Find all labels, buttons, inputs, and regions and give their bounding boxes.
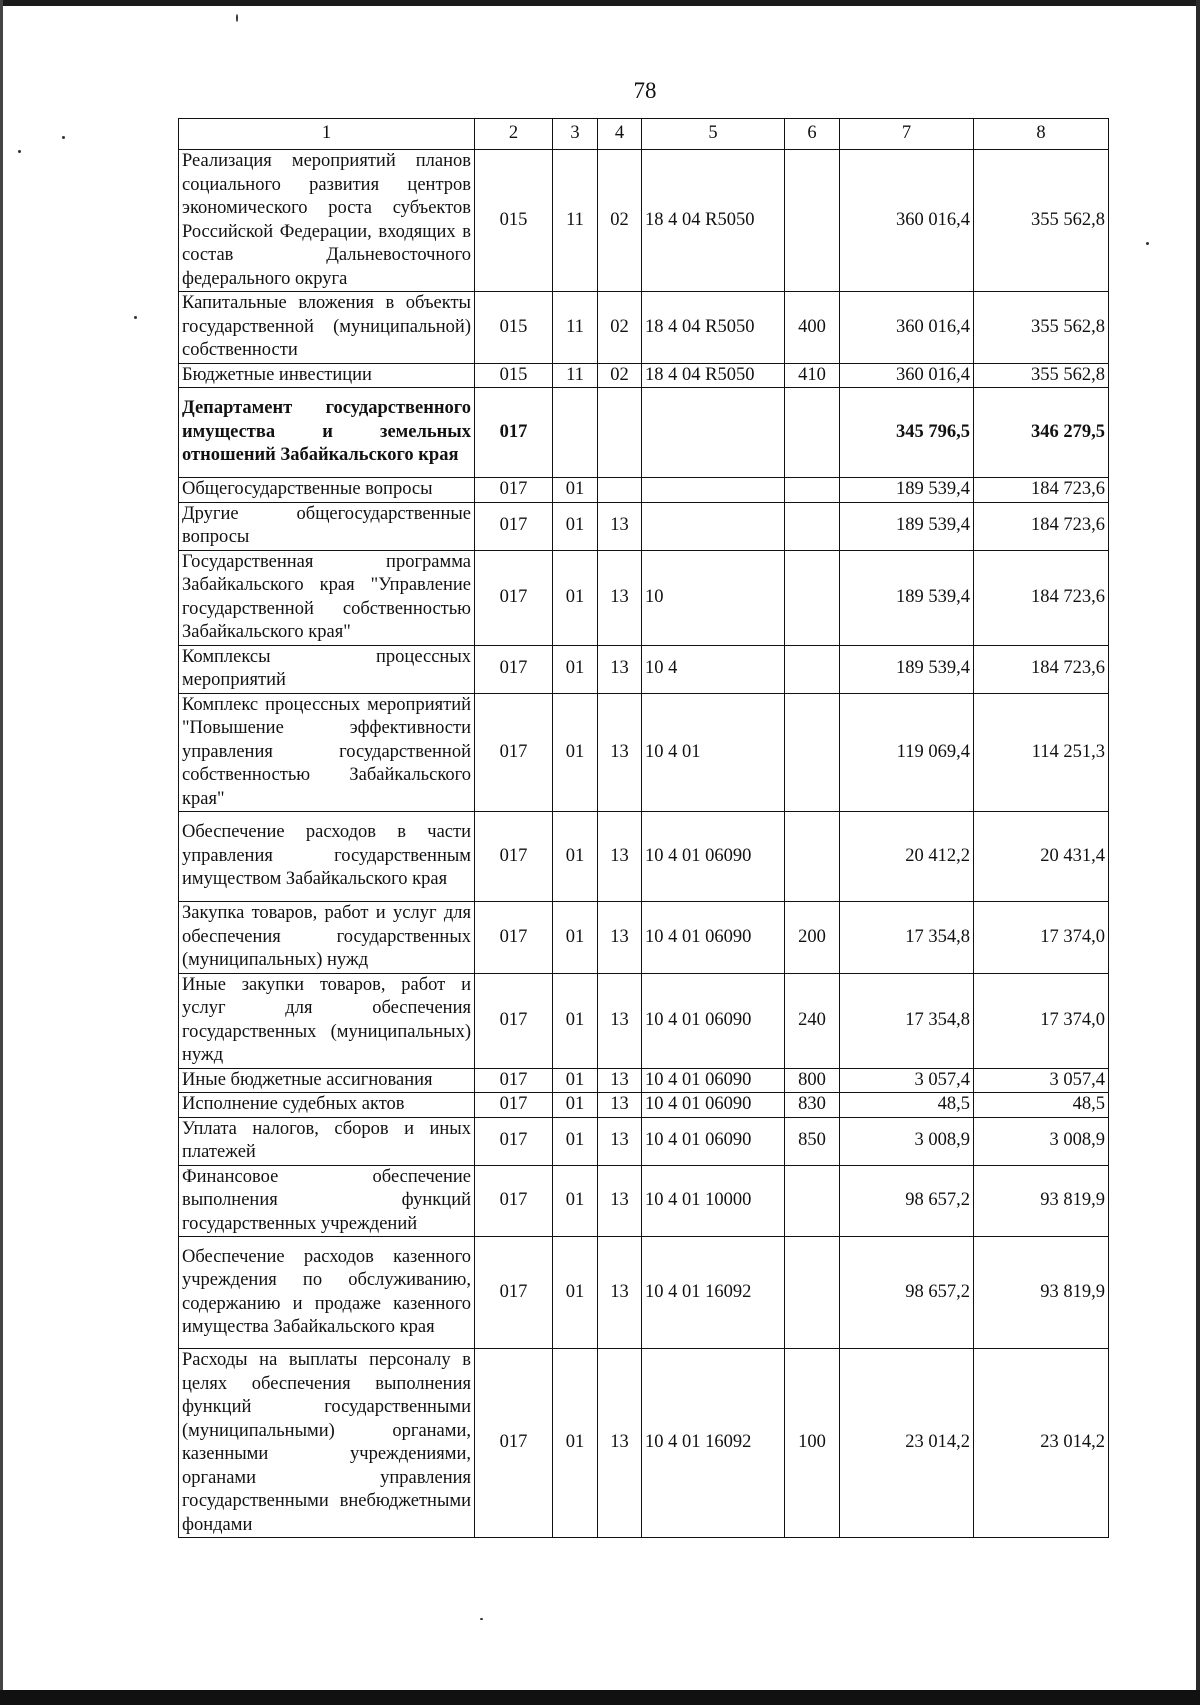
- subsection-code-cell: 02: [598, 292, 642, 364]
- section-code-cell: 01: [553, 478, 598, 503]
- subsection-code-cell: 13: [598, 693, 642, 812]
- row-name-cell: Обеспечение расходов в части управления государственным имуществом Забайкальского края: [179, 812, 475, 902]
- table-row: [179, 902, 1109, 974]
- subsection-code-cell: 13: [598, 1068, 642, 1093]
- amount-year1-cell: 98 657,2: [840, 1165, 974, 1237]
- row-name-cell: Обеспечение расходов казенного учреждения по обслуживанию, содержанию и продаже казенного имущества Забайкальского края: [179, 1237, 475, 1349]
- header-cell: 5: [642, 119, 785, 150]
- amount-year1-cell: 48,5: [840, 1093, 974, 1118]
- scan-edge-bottom: [0, 1690, 1200, 1705]
- subsection-code-cell: 13: [598, 550, 642, 645]
- amount-year1-cell: 345 796,5: [840, 388, 974, 478]
- subsection-code-cell: 13: [598, 1093, 642, 1118]
- expense-type-cell: 400: [785, 292, 840, 364]
- subsection-code-cell: 02: [598, 363, 642, 388]
- ministry-code-cell: 017: [475, 973, 553, 1068]
- table-row: [179, 150, 1109, 292]
- row-name-cell: Реализация мероприятий планов социального развития центров экономического роста субъектов Российской Федерации, входящих в состав Дальневосточного федерального округа: [179, 150, 475, 292]
- expense-type-cell: [785, 812, 840, 902]
- row-name-cell: Государственная программа Забайкальского края "Управление государственной собственностью Забайкальского края": [179, 550, 475, 645]
- amount-year2-cell: 184 723,6: [974, 478, 1109, 503]
- section-code-cell: 01: [553, 550, 598, 645]
- ministry-code-cell: 015: [475, 363, 553, 388]
- amount-year2-cell: 93 819,9: [974, 1237, 1109, 1349]
- section-code-cell: 01: [553, 693, 598, 812]
- scan-edge-top: [0, 0, 1200, 6]
- amount-year1-cell: 98 657,2: [840, 1237, 974, 1349]
- amount-year2-cell: 355 562,8: [974, 292, 1109, 364]
- ministry-code-cell: 017: [475, 1165, 553, 1237]
- expense-type-cell: [785, 502, 840, 550]
- amount-year1-cell: 3 057,4: [840, 1068, 974, 1093]
- target-article-cell: 10 4: [642, 645, 785, 693]
- section-code-cell: 11: [553, 292, 598, 364]
- target-article-cell: [642, 478, 785, 503]
- target-article-cell: 10 4 01 10000: [642, 1165, 785, 1237]
- header-cell: 3: [553, 119, 598, 150]
- ministry-code-cell: 017: [475, 1117, 553, 1165]
- expense-type-cell: 240: [785, 973, 840, 1068]
- scan-speck: [1146, 242, 1149, 245]
- section-code-cell: 01: [553, 645, 598, 693]
- expense-type-cell: 200: [785, 902, 840, 974]
- ministry-code-cell: 017: [475, 1068, 553, 1093]
- section-code-cell: 01: [553, 902, 598, 974]
- amount-year2-cell: 17 374,0: [974, 973, 1109, 1068]
- section-code-cell: 01: [553, 1237, 598, 1349]
- table-row: [179, 1237, 1109, 1349]
- table-row: [179, 1068, 1109, 1093]
- table-row: [179, 973, 1109, 1068]
- amount-year1-cell: 17 354,8: [840, 973, 974, 1068]
- table-row: [179, 1093, 1109, 1118]
- amount-year2-cell: 17 374,0: [974, 902, 1109, 974]
- table-row: [179, 478, 1109, 503]
- section-code-cell: 01: [553, 502, 598, 550]
- amount-year1-cell: 189 539,4: [840, 645, 974, 693]
- section-code-cell: 01: [553, 812, 598, 902]
- header-cell: 6: [785, 119, 840, 150]
- section-code-cell: 01: [553, 1068, 598, 1093]
- amount-year2-cell: 93 819,9: [974, 1165, 1109, 1237]
- amount-year1-cell: 360 016,4: [840, 363, 974, 388]
- amount-year1-cell: 23 014,2: [840, 1349, 974, 1538]
- table-row: [179, 693, 1109, 812]
- row-name-cell: Расходы на выплаты персоналу в целях обеспечения выполнения функций государственными (муниципальными) органами, казенными учреждениями, органами управления государственными внебюджетными фондами: [179, 1349, 475, 1538]
- amount-year2-cell: 114 251,3: [974, 693, 1109, 812]
- scan-speck: [134, 316, 137, 319]
- subsection-code-cell: 13: [598, 1165, 642, 1237]
- section-code-cell: 01: [553, 1117, 598, 1165]
- ministry-code-cell: 015: [475, 292, 553, 364]
- scan-speck: [62, 136, 65, 139]
- ministry-code-cell: 017: [475, 812, 553, 902]
- target-article-cell: 18 4 04 R5050: [642, 150, 785, 292]
- target-article-cell: 10 4 01 06090: [642, 902, 785, 974]
- scan-edge-left: [0, 0, 3, 1705]
- table-row: [179, 363, 1109, 388]
- row-name-cell: Общегосударственные вопросы: [179, 478, 475, 503]
- amount-year1-cell: 189 539,4: [840, 502, 974, 550]
- target-article-cell: 10: [642, 550, 785, 645]
- expense-type-cell: 850: [785, 1117, 840, 1165]
- amount-year2-cell: 3 008,9: [974, 1117, 1109, 1165]
- subsection-code-cell: 13: [598, 1237, 642, 1349]
- ministry-code-cell: 017: [475, 550, 553, 645]
- ministry-code-cell: 017: [475, 645, 553, 693]
- expense-type-cell: [785, 150, 840, 292]
- header-cell: 7: [840, 119, 974, 150]
- section-code-cell: 01: [553, 1349, 598, 1538]
- header-cell: 2: [475, 119, 553, 150]
- table-row: [179, 812, 1109, 902]
- target-article-cell: [642, 388, 785, 478]
- row-name-cell: Исполнение судебных актов: [179, 1093, 475, 1118]
- amount-year1-cell: 360 016,4: [840, 292, 974, 364]
- amount-year1-cell: 20 412,2: [840, 812, 974, 902]
- amount-year1-cell: 17 354,8: [840, 902, 974, 974]
- subsection-code-cell: [598, 478, 642, 503]
- ministry-code-cell: 017: [475, 388, 553, 478]
- table-row: [179, 1349, 1109, 1538]
- header-cell: 4: [598, 119, 642, 150]
- target-article-cell: 10 4 01 06090: [642, 1117, 785, 1165]
- table-row: [179, 1117, 1109, 1165]
- section-code-cell: 01: [553, 973, 598, 1068]
- target-article-cell: 10 4 01 16092: [642, 1349, 785, 1538]
- amount-year2-cell: 23 014,2: [974, 1349, 1109, 1538]
- section-code-cell: [553, 388, 598, 478]
- expense-type-cell: [785, 1237, 840, 1349]
- target-article-cell: 10 4 01 06090: [642, 1093, 785, 1118]
- ministry-code-cell: 017: [475, 1237, 553, 1349]
- amount-year2-cell: 20 431,4: [974, 812, 1109, 902]
- table-row: [179, 645, 1109, 693]
- target-article-cell: [642, 502, 785, 550]
- ministry-code-cell: 017: [475, 1093, 553, 1118]
- row-name-cell: Уплата налогов, сборов и иных платежей: [179, 1117, 475, 1165]
- row-name-cell: Комплексы процессных мероприятий: [179, 645, 475, 693]
- subsection-code-cell: 02: [598, 150, 642, 292]
- amount-year1-cell: 189 539,4: [840, 550, 974, 645]
- amount-year2-cell: 355 562,8: [974, 363, 1109, 388]
- section-code-cell: 01: [553, 1093, 598, 1118]
- row-name-cell: Иные бюджетные ассигнования: [179, 1068, 475, 1093]
- subsection-code-cell: 13: [598, 1117, 642, 1165]
- row-name-cell: Бюджетные инвестиции: [179, 363, 475, 388]
- subsection-code-cell: 13: [598, 645, 642, 693]
- target-article-cell: 10 4 01 16092: [642, 1237, 785, 1349]
- subsection-code-cell: 13: [598, 502, 642, 550]
- target-article-cell: 10 4 01 06090: [642, 1068, 785, 1093]
- ministry-code-cell: 017: [475, 693, 553, 812]
- amount-year1-cell: 189 539,4: [840, 478, 974, 503]
- amount-year2-cell: 48,5: [974, 1093, 1109, 1118]
- row-name-cell: Комплекс процессных мероприятий "Повышение эффективности управления государственной собственностью Забайкальского края": [179, 693, 475, 812]
- amount-year1-cell: 3 008,9: [840, 1117, 974, 1165]
- scan-speck: [236, 14, 238, 22]
- amount-year1-cell: 119 069,4: [840, 693, 974, 812]
- table-row: [179, 1165, 1109, 1237]
- target-article-cell: 10 4 01 06090: [642, 812, 785, 902]
- table-row: [179, 550, 1109, 645]
- scan-speck: [18, 150, 21, 153]
- expense-type-cell: [785, 1165, 840, 1237]
- expense-type-cell: [785, 645, 840, 693]
- section-code-cell: 11: [553, 363, 598, 388]
- row-name-cell: Иные закупки товаров, работ и услуг для обеспечения государственных (муниципальных) нужд: [179, 973, 475, 1068]
- budget-table: [178, 118, 1109, 1538]
- expense-type-cell: [785, 478, 840, 503]
- expense-type-cell: 830: [785, 1093, 840, 1118]
- subsection-code-cell: 13: [598, 1349, 642, 1538]
- row-name-cell: Другие общегосударственные вопросы: [179, 502, 475, 550]
- ministry-code-cell: 017: [475, 502, 553, 550]
- expense-type-cell: [785, 693, 840, 812]
- page-number: 78: [633, 78, 657, 103]
- table-row: [179, 292, 1109, 364]
- target-article-cell: 10 4 01: [642, 693, 785, 812]
- section-code-cell: 11: [553, 150, 598, 292]
- expense-type-cell: 800: [785, 1068, 840, 1093]
- expense-type-cell: 100: [785, 1349, 840, 1538]
- row-name-cell: Закупка товаров, работ и услуг для обеспечения государственных (муниципальных) нужд: [179, 902, 475, 974]
- subsection-code-cell: 13: [598, 812, 642, 902]
- amount-year2-cell: 346 279,5: [974, 388, 1109, 478]
- amount-year2-cell: 184 723,6: [974, 502, 1109, 550]
- ministry-code-cell: 017: [475, 902, 553, 974]
- header-cell: 1: [179, 119, 475, 150]
- target-article-cell: 10 4 01 06090: [642, 973, 785, 1068]
- expense-type-cell: [785, 388, 840, 478]
- target-article-cell: 18 4 04 R5050: [642, 292, 785, 364]
- expense-type-cell: 410: [785, 363, 840, 388]
- subsection-code-cell: [598, 388, 642, 478]
- subsection-code-cell: 13: [598, 973, 642, 1068]
- amount-year2-cell: 3 057,4: [974, 1068, 1109, 1093]
- row-name-cell: Капитальные вложения в объекты государственной (муниципальной) собственности: [179, 292, 475, 364]
- scan-speck: [480, 1618, 483, 1620]
- table-header-row: [179, 119, 1109, 150]
- amount-year2-cell: 355 562,8: [974, 150, 1109, 292]
- ministry-code-cell: 015: [475, 150, 553, 292]
- expense-type-cell: [785, 550, 840, 645]
- scan-edge-right: [1196, 0, 1200, 1705]
- subsection-code-cell: 13: [598, 902, 642, 974]
- row-name-cell: Финансовое обеспечение выполнения функций государственных учреждений: [179, 1165, 475, 1237]
- table-row: [179, 502, 1109, 550]
- amount-year2-cell: 184 723,6: [974, 550, 1109, 645]
- row-name-cell: Департамент государственного имущества и земельных отношений Забайкальского края: [179, 388, 475, 478]
- ministry-code-cell: 017: [475, 478, 553, 503]
- header-cell: 8: [974, 119, 1109, 150]
- ministry-code-cell: 017: [475, 1349, 553, 1538]
- amount-year1-cell: 360 016,4: [840, 150, 974, 292]
- target-article-cell: 18 4 04 R5050: [642, 363, 785, 388]
- table-row: [179, 388, 1109, 478]
- section-code-cell: 01: [553, 1165, 598, 1237]
- amount-year2-cell: 184 723,6: [974, 645, 1109, 693]
